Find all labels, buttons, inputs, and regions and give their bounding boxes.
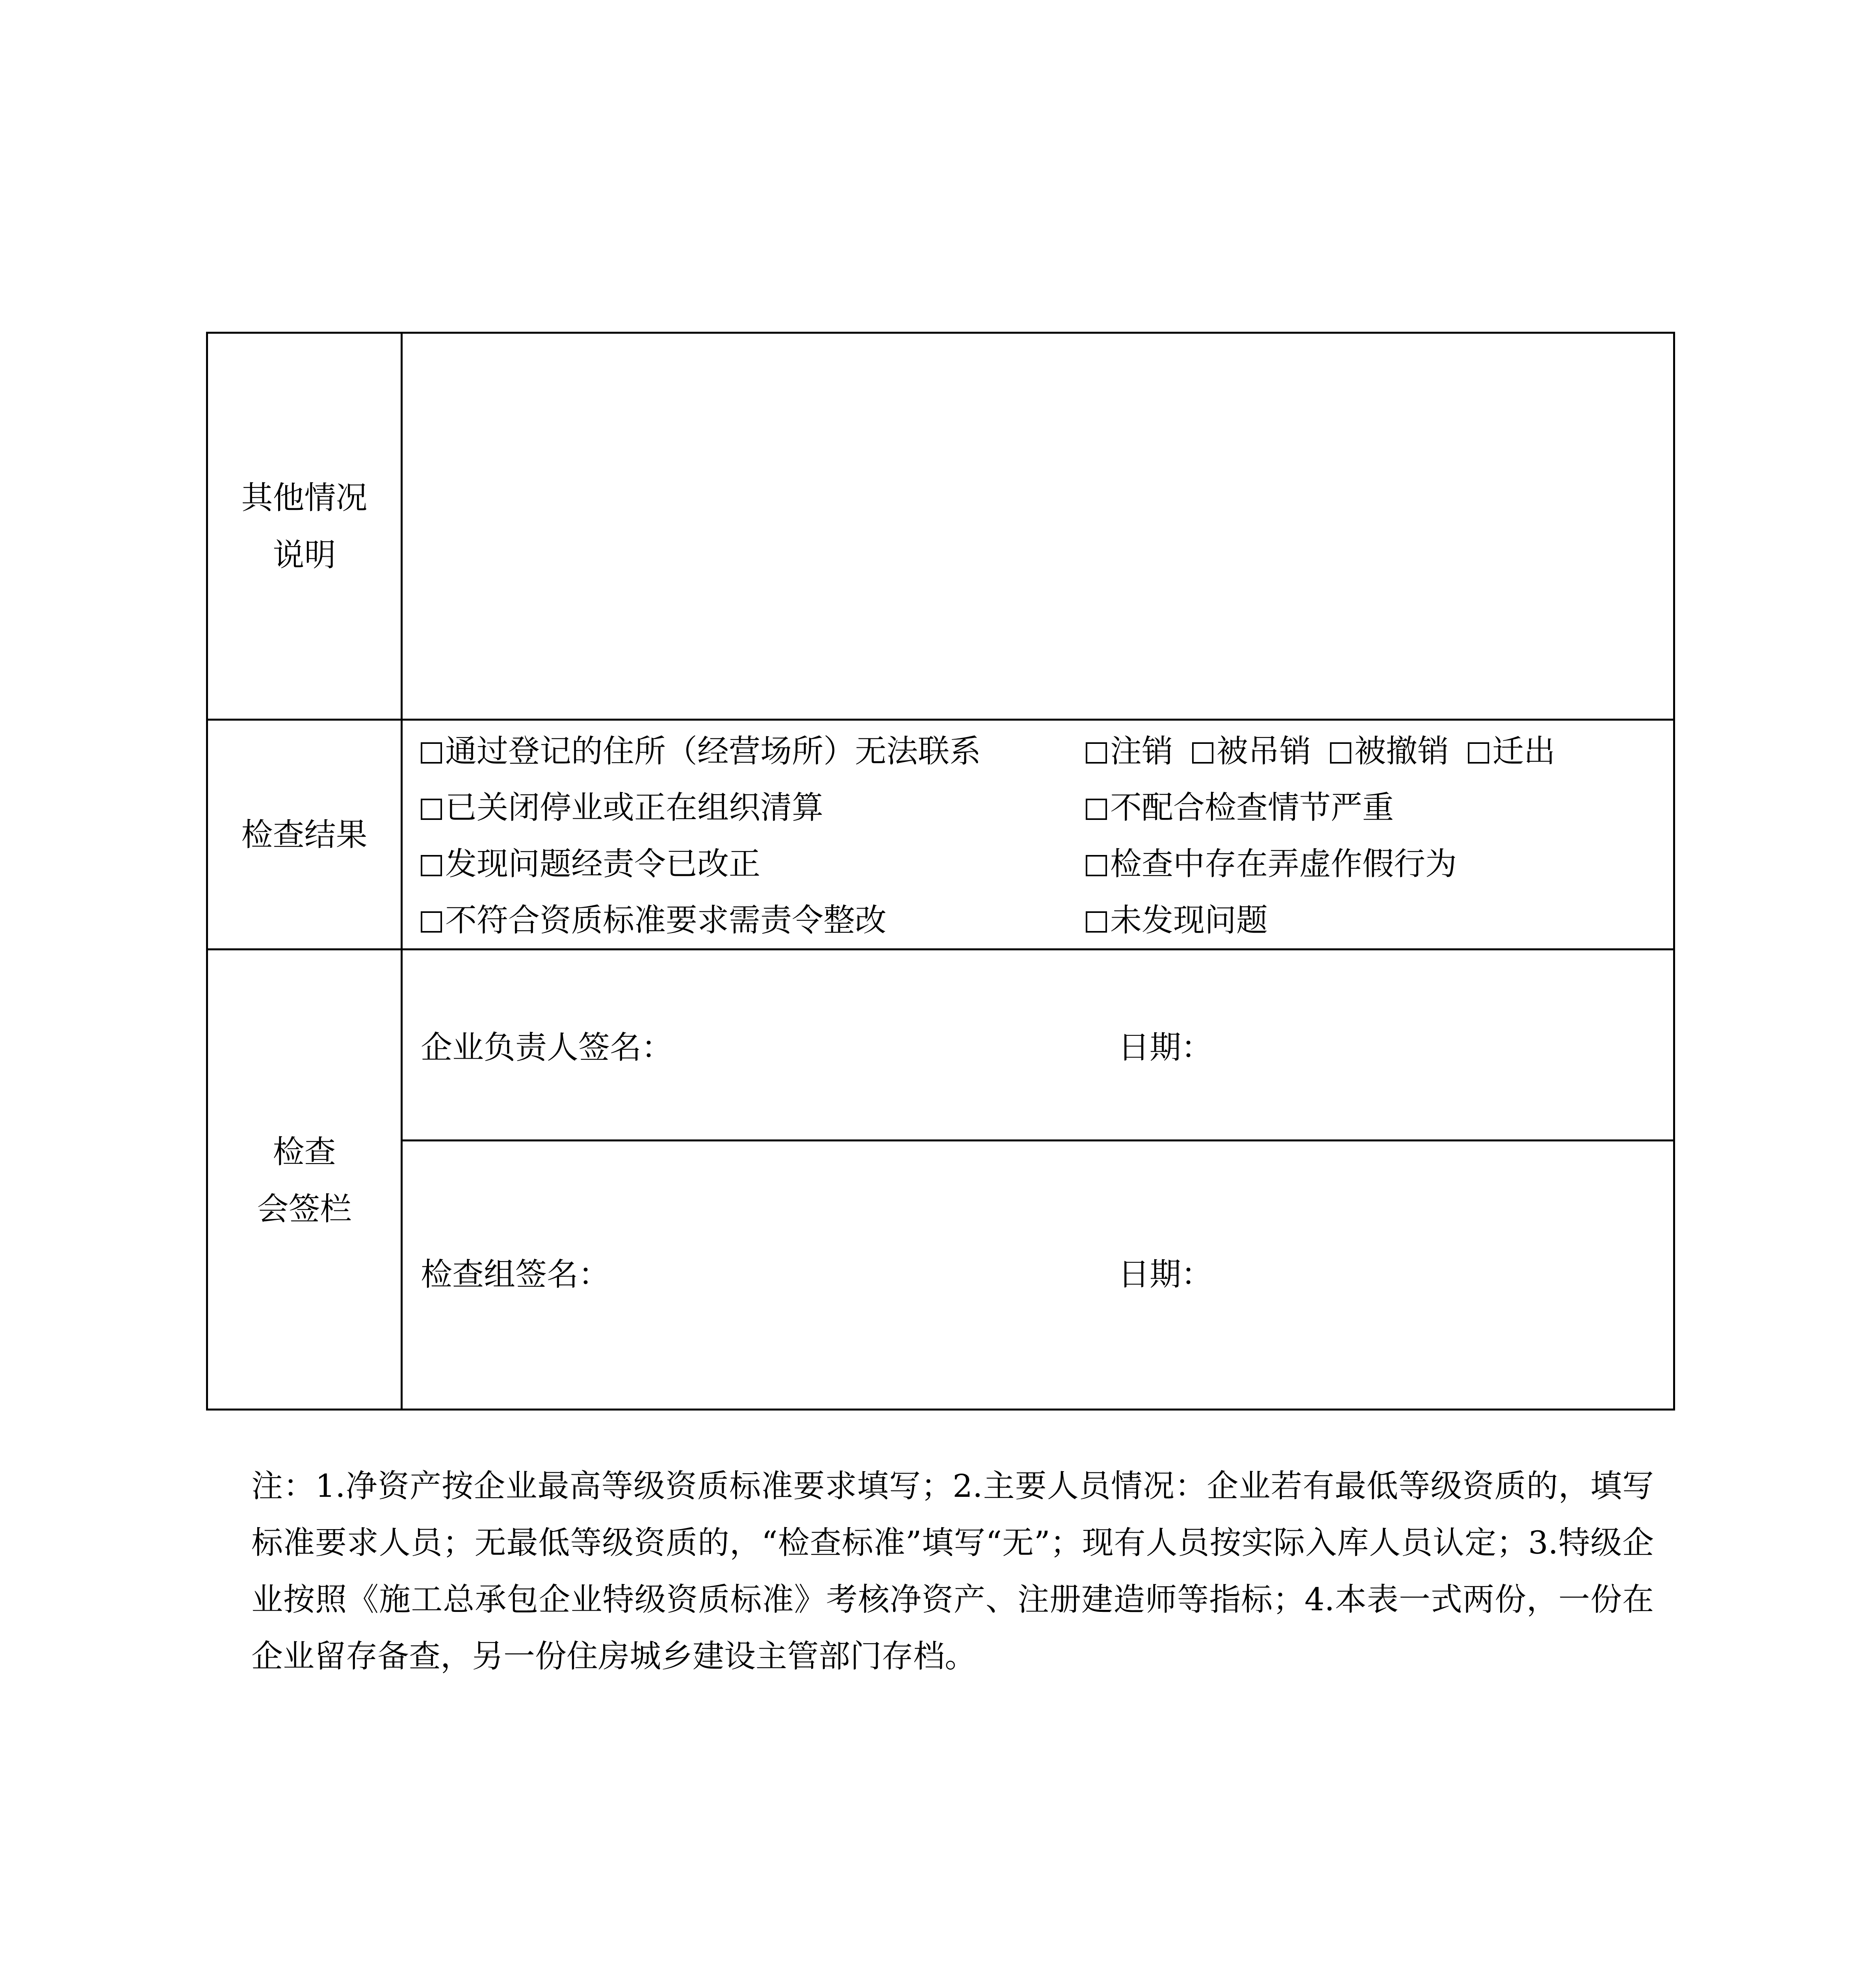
checkbox[interactable]	[1192, 742, 1213, 764]
result-option-needs-rectification	[421, 901, 886, 940]
signature-label-line1: 检查	[273, 1134, 336, 1170]
inspector-date-label: 日期：	[1118, 1256, 1213, 1293]
signature-section-label	[208, 950, 401, 1411]
option-label: 通过登记的住所（经营场所）无法联系	[445, 733, 981, 769]
inspection-result-label	[208, 721, 401, 948]
checkbox[interactable]	[421, 911, 442, 933]
checkbox[interactable]	[1086, 911, 1107, 933]
other-situation-label-line2: 说明	[273, 536, 336, 573]
result-option-corrected	[421, 844, 760, 884]
result-option-closed	[421, 788, 823, 827]
checkbox[interactable]	[1086, 799, 1107, 820]
enterprise-date-label: 日期：	[1118, 1029, 1213, 1066]
checkbox[interactable]	[421, 799, 442, 820]
result-option-non-cooperation	[1086, 788, 1394, 827]
option-label-withdrawn: 被撤销	[1354, 733, 1449, 769]
footnote: 注：1.净资产按企业最高等级资质标准要求填写；2.主要人员情况：企业若有最低等级资质的，填写标准要求人员；无最低等级资质的，“检查标准”填写“无”；现有人员按实际入库人员认定；3.特级企业按照《施工总承包企业特级资质标准》考核净资产、注册建造师等指标；4.本表一式两份，一份在企业留存备查，另一份住房城乡建设主管部门存档。	[251, 1468, 1654, 1674]
checkbox[interactable]	[1086, 742, 1107, 764]
option-label: 不配合检查情节严重	[1110, 789, 1394, 826]
checkbox[interactable]	[1330, 742, 1351, 764]
other-situation-label	[208, 334, 401, 719]
row-divider	[208, 719, 1673, 721]
option-label-moved-out: 迁出	[1492, 733, 1555, 769]
other-situation-field[interactable]	[403, 334, 1673, 719]
option-label: 已关闭停业或正在组织清算	[445, 789, 823, 826]
inspection-form-table	[206, 332, 1675, 1411]
option-label: 未发现问题	[1110, 902, 1268, 939]
result-option-unreachable	[421, 732, 981, 771]
checkbox[interactable]	[421, 855, 442, 876]
signature-row-divider	[401, 1139, 1673, 1141]
inspection-result-label-text: 检查结果	[241, 816, 368, 853]
signature-label-line2: 会签栏	[257, 1191, 352, 1227]
option-label: 发现问题经责令已改正	[445, 846, 760, 882]
result-option-fraud	[1086, 844, 1457, 884]
option-label-revoked: 被吊销	[1217, 733, 1311, 769]
result-option-no-issue	[1086, 901, 1268, 940]
other-situation-label-line1: 其他情况	[241, 479, 368, 516]
inspector-signature-label: 检查组签名：	[421, 1256, 610, 1293]
checkbox[interactable]	[1086, 855, 1107, 876]
enterprise-signature-label: 企业负责人签名：	[421, 1029, 673, 1066]
result-option-status-group	[1086, 732, 1555, 771]
checkbox[interactable]	[421, 742, 442, 764]
option-label: 不符合资质标准要求需责令整改	[445, 902, 886, 939]
row-divider	[208, 948, 1673, 950]
checkbox[interactable]	[1468, 742, 1489, 764]
option-label-cancelled: 注销	[1110, 733, 1173, 769]
option-label: 检查中存在弄虚作假行为	[1110, 846, 1457, 882]
